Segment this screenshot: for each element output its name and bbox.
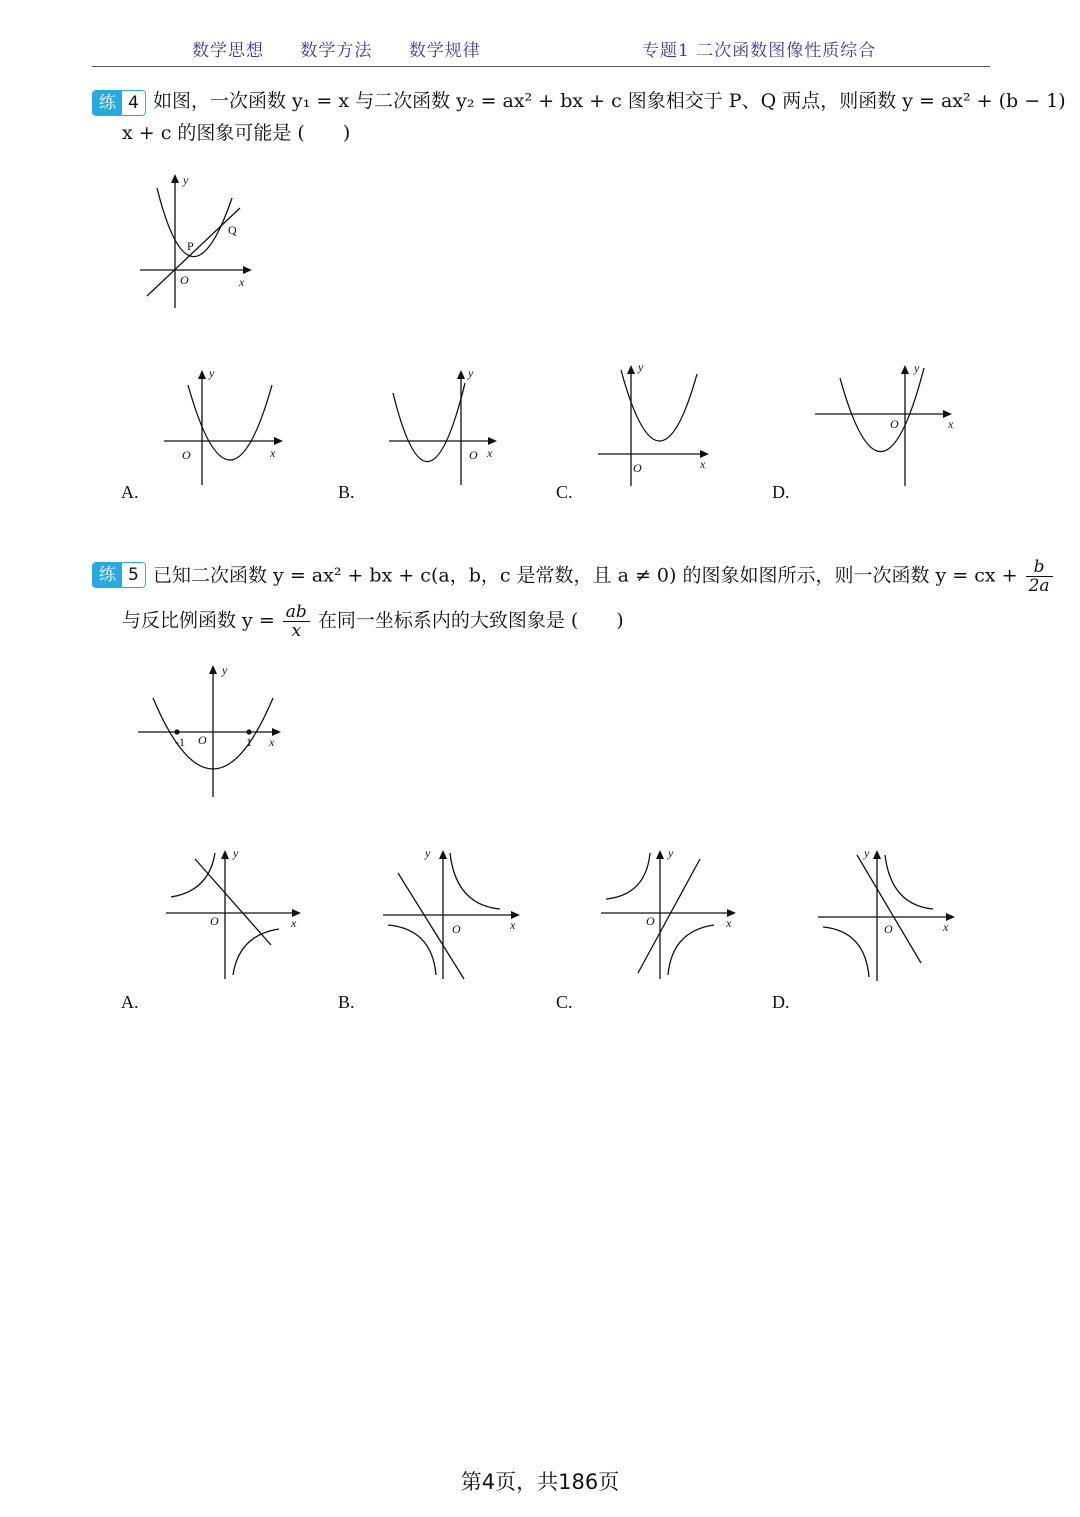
- header-item: 数学思想: [192, 41, 264, 61]
- linear-function-line: [195, 859, 271, 945]
- root-point-minus-one: [174, 729, 179, 734]
- parabola: [393, 383, 465, 462]
- x-label: x: [269, 735, 275, 749]
- q5-option-d-label[interactable]: D.: [772, 992, 790, 1012]
- origin-label: O: [469, 448, 478, 462]
- y-arrow: [209, 665, 217, 674]
- q4-main-figure: [135, 170, 265, 310]
- hyperbola-branch-upper: [885, 855, 933, 909]
- x-label: x: [726, 916, 732, 930]
- y-label: y: [468, 366, 474, 380]
- q5-line1: [153, 558, 1055, 595]
- origin-label: O: [180, 273, 189, 287]
- x-label: x: [270, 446, 276, 460]
- q5-option-a-label[interactable]: A.: [121, 992, 139, 1012]
- origin-label: O: [633, 461, 642, 475]
- hyperbola-branch-lower: [233, 929, 279, 975]
- q4-line1: 如图，一次函数 y₁ = x 与二次函数 y₂ = ax² + bx + c 图象相交于 P、Q 两点，则函数 y = ax² + (b − 1): [153, 90, 1066, 112]
- q4-line2: x + c 的图象可能是 ( ): [122, 122, 351, 144]
- header-item: 数学方法: [300, 41, 373, 61]
- origin-label: O: [182, 448, 191, 462]
- badge-word: 练: [93, 563, 122, 587]
- y-label: y: [233, 846, 239, 860]
- y-arrow: [221, 850, 229, 859]
- fraction-denominator: x: [291, 621, 302, 641]
- q4-option-d-figure: [812, 360, 962, 490]
- page-number-footer: 第4页，共186页: [460, 1470, 620, 1494]
- q5-option-c-figure: [598, 845, 743, 985]
- q5-badge: [92, 562, 146, 588]
- y-label: y: [914, 361, 920, 375]
- x-label: x: [948, 417, 954, 431]
- header-item: 数学规律: [408, 41, 481, 61]
- q4-option-d-label[interactable]: D.: [772, 482, 790, 502]
- root-point-one: [246, 729, 251, 734]
- hyperbola-branch-upper: [606, 853, 650, 899]
- origin-label: O: [210, 914, 219, 928]
- hyperbola-branch-lower: [668, 925, 714, 975]
- badge-word: 练: [93, 91, 122, 115]
- y-arrow: [171, 174, 179, 183]
- tick-label-one: 1: [246, 735, 252, 749]
- hyperbola-branch-lower: [388, 925, 436, 975]
- origin-label: O: [884, 922, 893, 936]
- y-arrow: [627, 365, 635, 374]
- q4-option-c-label[interactable]: C.: [556, 482, 573, 502]
- x-arrow: [243, 266, 252, 274]
- y-label: y: [864, 846, 870, 860]
- tick-label-minus-one: -1: [175, 735, 185, 749]
- y-label: y: [209, 366, 215, 380]
- origin-label: O: [198, 733, 207, 747]
- q5-option-c-label[interactable]: C.: [556, 992, 573, 1012]
- q5-option-b-figure: [380, 845, 525, 985]
- header-left: [192, 36, 511, 61]
- x-label: x: [510, 918, 516, 932]
- parabola: [188, 385, 272, 460]
- header-title: 专题1 二次函数图像性质综合: [642, 41, 877, 61]
- hyperbola-branch-upper: [450, 853, 500, 909]
- q5-option-a-figure: [163, 845, 308, 985]
- linear-function-line: [857, 855, 921, 963]
- point-q-label: Q: [228, 223, 237, 237]
- origin-label: O: [890, 417, 899, 431]
- y-label: y: [425, 846, 431, 860]
- fraction-denominator: 2a: [1028, 576, 1050, 596]
- y-arrow: [873, 850, 881, 859]
- origin-label: O: [646, 914, 655, 928]
- y-arrow: [439, 850, 447, 859]
- x-label: x: [239, 275, 245, 289]
- q5-line2-text-b: 在同一坐标系内的大致图象是 ( ): [317, 609, 624, 632]
- q4-option-a-label[interactable]: A.: [121, 482, 139, 502]
- x-label: x: [291, 916, 297, 930]
- fraction-b-over-2a: [1026, 558, 1053, 595]
- badge-number: 4: [122, 91, 145, 115]
- parabola: [621, 370, 697, 441]
- x-label: x: [487, 446, 493, 460]
- y-label: y: [668, 846, 674, 860]
- fraction-numerator: ab: [283, 603, 310, 622]
- q5-line2: [122, 603, 624, 640]
- parabola-y2: [157, 188, 232, 257]
- y-arrow: [901, 365, 909, 374]
- q5-main-figure: [135, 660, 290, 800]
- x-arrow: [488, 437, 497, 445]
- y-arrow: [656, 850, 664, 859]
- q4-option-b-label[interactable]: B.: [338, 482, 355, 502]
- q5-option-d-figure: [815, 845, 965, 985]
- y-label: y: [638, 360, 644, 374]
- fraction-numerator: b: [1026, 558, 1053, 577]
- y-label: y: [222, 663, 228, 677]
- hyperbola-branch-lower: [823, 927, 869, 977]
- x-label: x: [700, 457, 706, 471]
- q4-option-b-figure: [385, 365, 515, 490]
- q4-option-c-figure: [595, 360, 720, 490]
- q5-line2-text-a: 与反比例函数 y =: [122, 609, 275, 632]
- q5-option-b-label[interactable]: B.: [338, 992, 355, 1012]
- y-arrow: [457, 370, 465, 379]
- fraction-ab-over-x: [283, 603, 310, 640]
- x-arrow: [274, 437, 283, 445]
- q4-option-a-figure: [160, 365, 290, 490]
- x-label: x: [943, 920, 949, 934]
- q4-badge: [92, 90, 146, 116]
- q5-line1-text: 已知二次函数 y = ax² + bx + c(a，b，c 是常数，且 a ≠ 0) 的图象如图所示，则一次函数 y = cx +: [153, 564, 1018, 587]
- badge-number: 5: [122, 563, 145, 587]
- point-p-label: P: [187, 239, 194, 253]
- y-arrow: [198, 370, 206, 379]
- y-label: y: [183, 173, 189, 187]
- origin-label: O: [452, 922, 461, 936]
- page-header: [92, 34, 990, 67]
- parabola: [840, 368, 924, 452]
